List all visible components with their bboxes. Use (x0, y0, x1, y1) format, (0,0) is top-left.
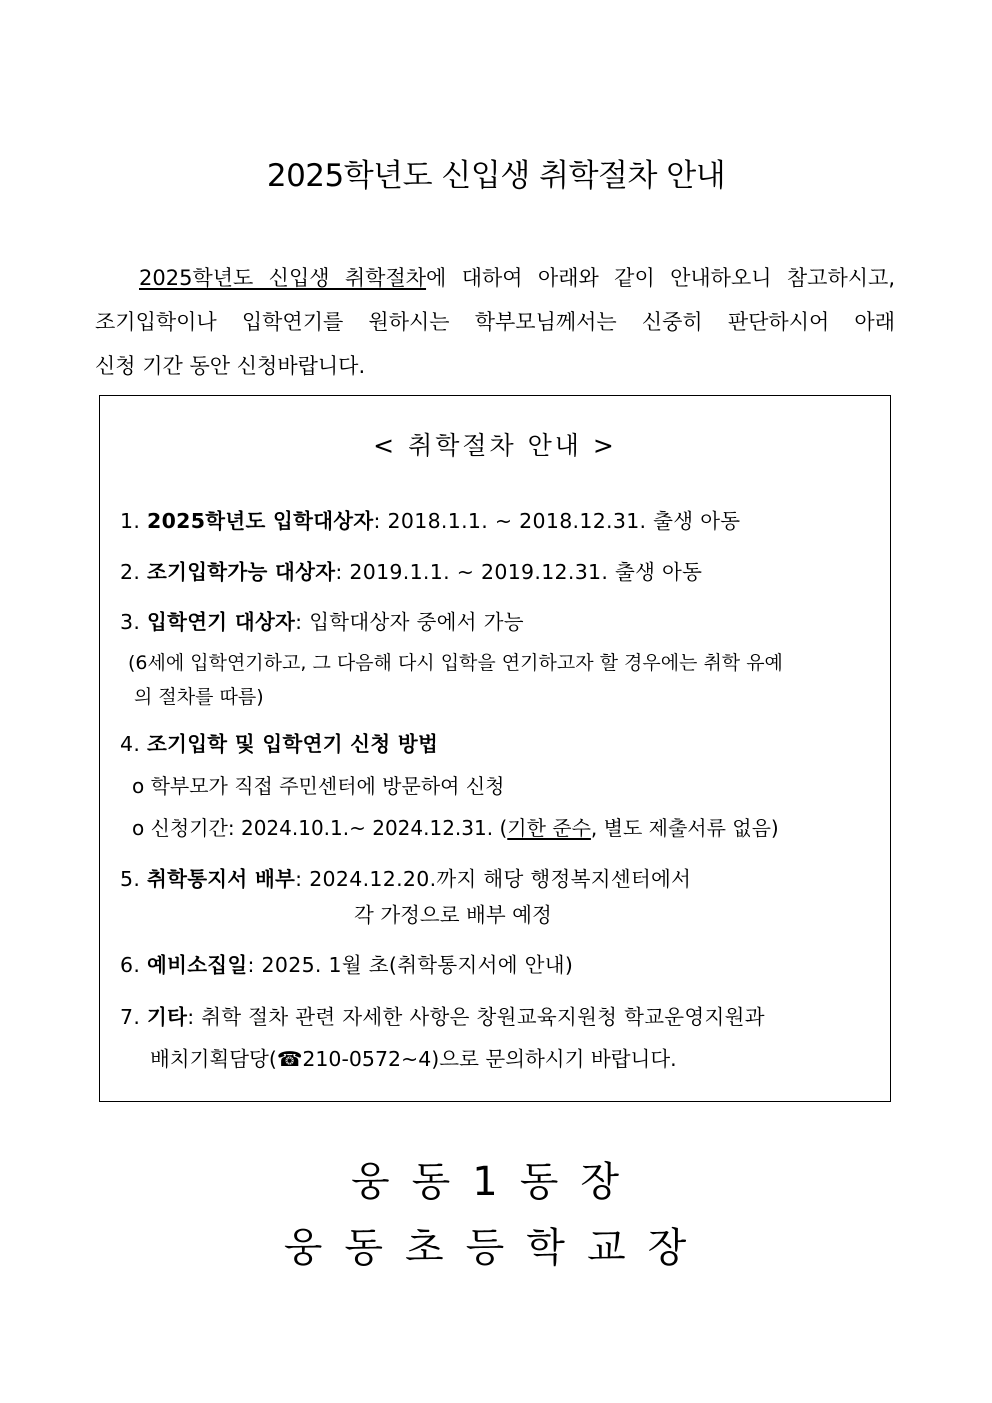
item-7-number: 7. (120, 1005, 141, 1029)
item-2-label: 조기입학가능 대상자 (147, 560, 336, 584)
item-3-text: : 입학대상자 중에서 가능 (295, 610, 524, 634)
item-5-label: 취학통지서 배부 (147, 867, 296, 891)
item-4-bullet-2-pre: o 신청기간: 2024.10.1.~ 2024.12.31. ( (132, 816, 508, 840)
item-4-number: 4. (120, 732, 141, 756)
item-7-label: 기타 (147, 1005, 188, 1029)
item-5-number: 5. (120, 867, 141, 891)
item-3-note-line-2: 의 절차를 따름) (134, 686, 264, 708)
item-1 (120, 504, 740, 534)
item-3 (120, 605, 524, 635)
intro-line-2: 조기입학이나 입학연기를 원하시는 학부모님께서는 신중히 판단하시어 아래 (95, 310, 895, 334)
item-1-text: : 2018.1.1. ~ 2018.12.31. 출생 아동 (373, 509, 741, 533)
box-title: < 취학절차 안내 > (373, 431, 617, 460)
item-3-note-line-1: (6세에 입학연기하고, 그 다음해 다시 입학을 연기하고자 할 경우에는 취학 유예 (128, 652, 783, 674)
signature-school-principal: 웅동초등학교장 (283, 1225, 709, 1271)
item-1-label: 2025학년도 입학대상자 (147, 509, 374, 533)
item-1-number: 1. (120, 509, 141, 533)
item-6 (120, 948, 573, 978)
item-3-number: 3. (120, 610, 141, 634)
item-4-bullet-2-post: , 별도 제출서류 없음) (590, 816, 779, 840)
item-7 (120, 1000, 765, 1030)
intro-line-3: 신청 기간 동안 신청바랍니다. (95, 354, 366, 378)
item-2 (120, 555, 702, 585)
item-4-bullet-1: o 학부모가 직접 주민센터에 방문하여 신청 (132, 774, 505, 798)
item-5 (120, 862, 691, 892)
item-5-text: : 2024.12.20.까지 해당 행정복지센터에서 (295, 867, 692, 891)
intro-underlined-phrase: 2025학년도 신입생 취학절차 (139, 266, 427, 290)
deadline-emphasis: 기한 준수 (507, 816, 591, 840)
item-6-number: 6. (120, 953, 141, 977)
item-4-bullet-2 (132, 812, 779, 841)
item-6-label: 예비소집일 (147, 953, 248, 977)
item-7-text: : 취학 절차 관련 자세한 사항은 창원교육지원청 학교운영지원과 (187, 1005, 765, 1029)
item-7-line-2: 배치기획담당(☎210-0572~4)으로 문의하시기 바랍니다. (150, 1047, 677, 1071)
item-4 (120, 727, 438, 757)
intro-line-1-rest: 에 대하여 아래와 같이 안내하오니 참고하시고, (426, 266, 896, 290)
item-2-text: : 2019.1.1. ~ 2019.12.31. 출생 아동 (335, 560, 703, 584)
item-2-number: 2. (120, 560, 141, 584)
item-3-label: 입학연기 대상자 (147, 610, 296, 634)
item-5-line-2: 각 가정으로 배부 예정 (354, 903, 552, 927)
item-4-label: 조기입학 및 입학연기 신청 방법 (147, 732, 439, 756)
signature-dong-office: 웅동1동장 (350, 1159, 641, 1205)
intro-paragraph (95, 256, 895, 388)
document-title: 2025학년도 신입생 취학절차 안내 (266, 158, 726, 194)
item-6-text: : 2025. 1월 초(취학통지서에 안내) (247, 953, 574, 977)
procedure-box (99, 395, 891, 1102)
intro-line-1 (95, 256, 895, 300)
